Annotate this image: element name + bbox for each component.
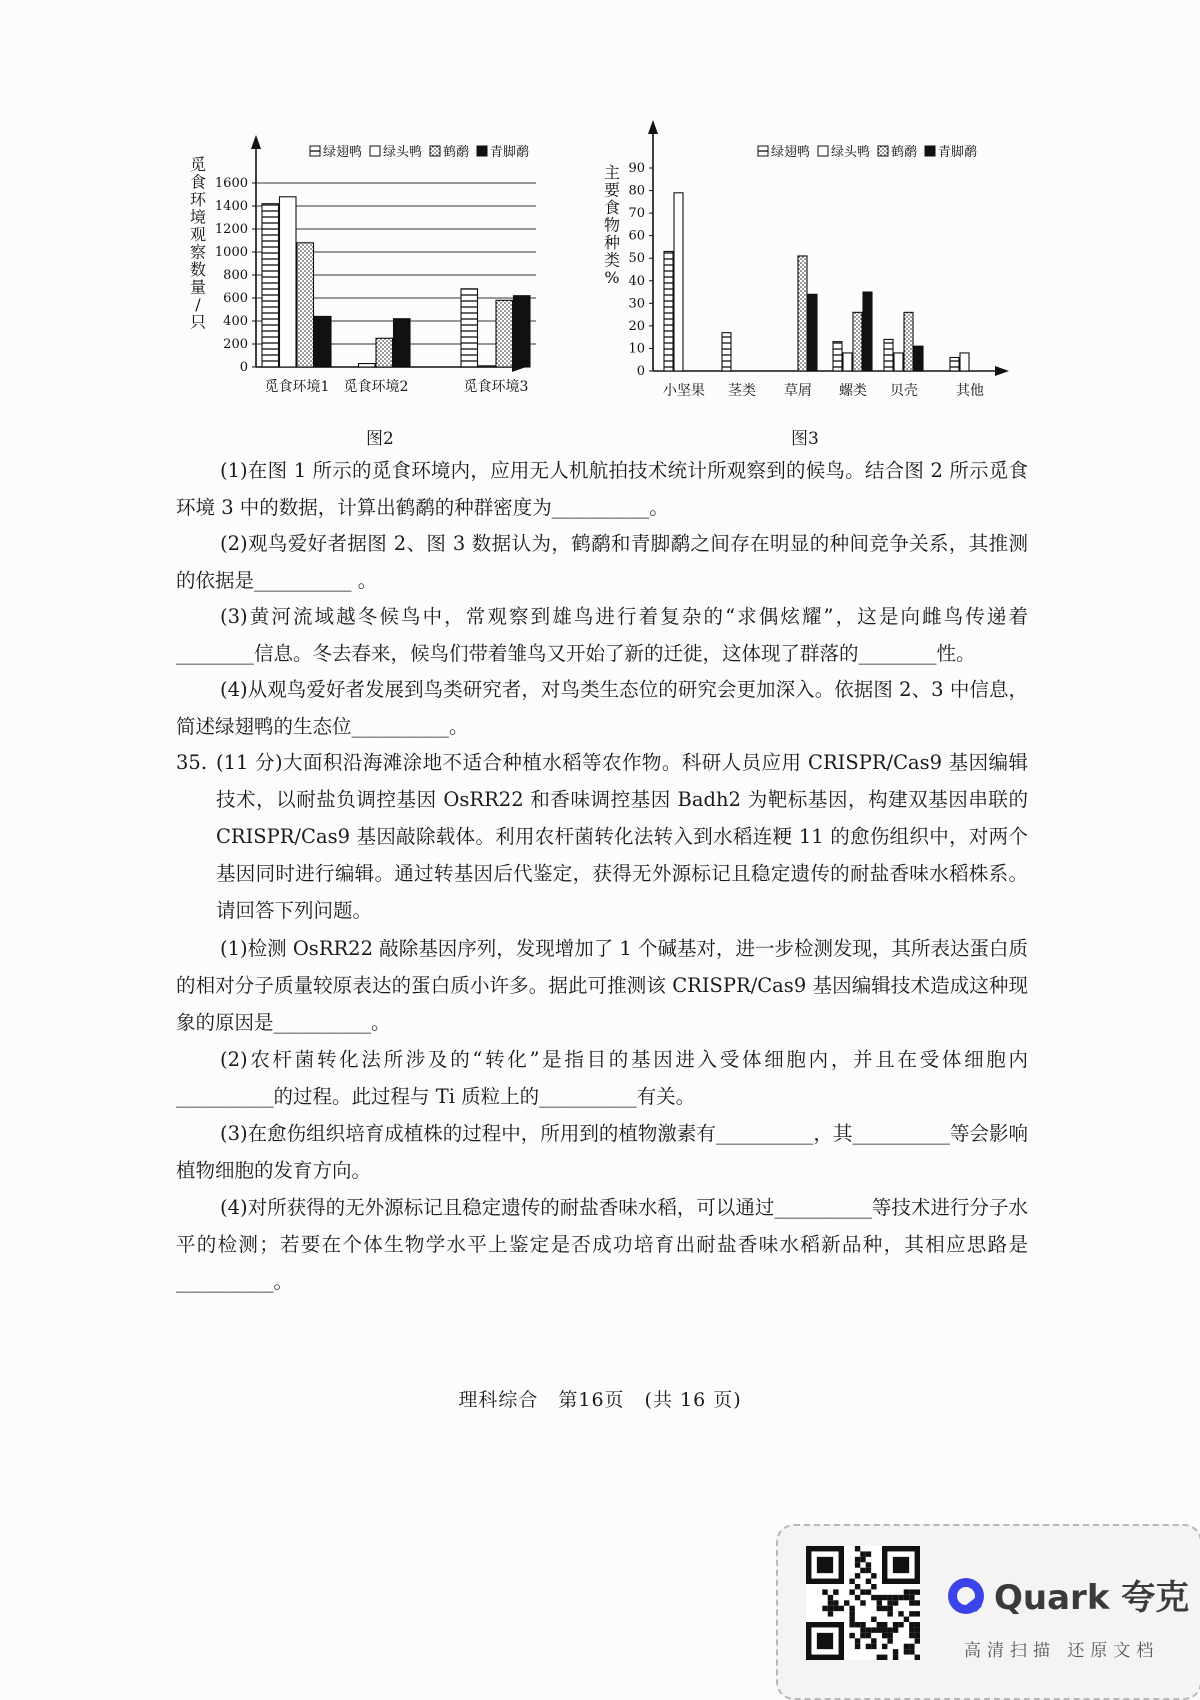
bar (376, 338, 393, 367)
bar (262, 204, 279, 367)
bar (960, 353, 969, 371)
x-tick-label: 其他 (956, 383, 984, 399)
legend-label: 绿头鸭 (831, 145, 871, 160)
legend-label: 鹤鹬 (443, 145, 470, 160)
bar (394, 319, 411, 367)
y-tick-label: 20 (628, 318, 645, 334)
y-axis-arrow (251, 135, 261, 149)
bar (280, 197, 297, 367)
legend-swatch (878, 146, 888, 156)
y-axis-label-char: 环 (189, 190, 207, 209)
bar (798, 256, 807, 371)
y-tick-label: 10 (628, 341, 645, 357)
quark-brand: Quark 夸克 (994, 1578, 1190, 1618)
y-tick-label: 600 (223, 291, 248, 306)
legend-label: 绿翅鸭 (771, 145, 811, 160)
x-tick-label: 觅食环境3 (463, 379, 529, 395)
bar (853, 312, 862, 371)
bar (479, 366, 496, 367)
y-tick-label: 60 (628, 228, 645, 244)
y-tick-label: 50 (628, 251, 645, 267)
y-axis-label-char: 类 (603, 250, 621, 270)
y-tick-label: 800 (223, 268, 248, 283)
legend-swatch (310, 146, 320, 156)
y-tick-label: 80 (628, 183, 645, 199)
y-tick-label: 1000 (214, 245, 248, 260)
bar (359, 364, 376, 367)
question-35-number: 35. (176, 751, 208, 774)
bar (297, 243, 314, 367)
x-tick-label: 茎类 (728, 383, 756, 399)
question-4: (4)从观鸟爱好者发展到鸟类研究者，对鸟类生态位的研究会更加深入。依据图 2、3 中信息，简述绿翅鸭的生态位__________。 (176, 678, 1028, 738)
bar (496, 300, 513, 367)
figure3-caption: 图3 (791, 429, 819, 449)
bar (863, 292, 872, 371)
figure2-caption: 图2 (366, 429, 394, 449)
question-35-sub-4: (4)对所获得的无外源标记且稳定遗传的耐盐香味水稻，可以通过__________等技术进行分子水平的检测；若要在个体生物学水平上鉴定是否成功培育出耐盐香味水稻新品种，其相应思路是__________。 (176, 1196, 1028, 1293)
y-tick-label: 70 (628, 206, 645, 222)
legend-label: 绿翅鸭 (323, 145, 363, 160)
quark-logo-icon (946, 1576, 986, 1616)
y-axis-label-char: 种 (603, 233, 621, 252)
legend-label: 鹤鹬 (891, 145, 918, 160)
qr-code-icon (806, 1546, 920, 1660)
legend-swatch (925, 146, 935, 156)
question-35-intro: (11 分)大面积沿海滩涂地不适合种植水稻等农作物。科研人员应用 CRISPR/Cas9 基因编辑技术，以耐盐负调控基因 OsRR22 和香味调控基因 Badh2 为靶标基因，构建双基因串联的 CRISPR/Cas9 基因敲除载体。利用农杆菌转化法转入到水稻连粳 11 的愈伤组织中，对两个基因同时进行编辑。通过转基因后代鉴定，获得无外源标记且稳定遗传的耐盐香味水稻株系。请回答下列问题。 (216, 751, 1028, 922)
x-axis-arrow (995, 366, 1009, 376)
bar (950, 357, 959, 371)
y-axis-label-char: 要 (603, 180, 621, 200)
bar (843, 353, 852, 371)
bar (808, 294, 817, 371)
question-35-sub-2: (2)农杆菌转化法所涉及的“转化”是指目的基因进入受体细胞内，并且在受体细胞内__________的过程。此过程与 Ti 质粒上的__________有关。 (176, 1048, 1028, 1108)
y-tick-label: 200 (223, 337, 248, 352)
figure3-chart (596, 118, 1016, 408)
y-tick-label: 0 (636, 364, 645, 379)
bar (914, 346, 923, 371)
bar (833, 342, 842, 371)
y-tick-label: 1200 (214, 222, 248, 237)
bar (461, 289, 478, 367)
y-axis-label-char: 物 (603, 215, 621, 235)
bar (884, 339, 893, 371)
quark-watermark (776, 1524, 1200, 1700)
y-tick-label: 1400 (214, 199, 248, 214)
question-2: (2)观鸟爱好者据图 2、图 3 数据认为，鹤鹬和青脚鹬之间存在明显的种间竞争关系，其推测的依据是__________ 。 (176, 532, 1028, 592)
y-axis-label-char: 食 (603, 198, 621, 217)
bar (894, 353, 903, 371)
question-1-text: (1) (220, 459, 248, 482)
bar (315, 316, 332, 367)
x-tick-label: 草屑 (784, 383, 812, 399)
question-35-sub-3: (3)在愈伤组织培育成植株的过程中，所用到的植物激素有__________，其__________等会影响植物细胞的发育方向。 (176, 1122, 1028, 1182)
legend-label: 青脚鹬 (938, 145, 978, 160)
bar (904, 312, 913, 371)
bar (674, 193, 683, 371)
legend-swatch (818, 146, 828, 156)
y-axis-label-char: 只 (189, 312, 207, 332)
y-axis-label-char: 量 (189, 277, 207, 297)
y-axis-arrow (648, 120, 658, 134)
y-tick-label: 30 (628, 296, 645, 312)
question-1: (1)在图 1 所示的觅食环境内，应用无人机航拍技术统计所观察到的候鸟。结合图 2 所示觅食环境 3 中的数据，计算出鹤鹬的种群密度为__________。 (176, 459, 1028, 519)
x-tick-label: 螺类 (839, 383, 867, 399)
legend-label: 绿头鸭 (383, 145, 423, 160)
y-axis-label-char: 数 (189, 260, 207, 279)
legend-swatch (758, 146, 768, 156)
y-tick-label: 90 (628, 161, 645, 176)
question-35 (176, 744, 1028, 929)
legend-swatch (430, 146, 440, 156)
quark-slogan: 高清扫描 还原文档 (964, 1641, 1160, 1661)
y-axis-label-char: 食 (189, 172, 207, 192)
y-axis-label-char: 境 (189, 207, 207, 227)
y-tick-label: 0 (239, 360, 248, 375)
bar (514, 296, 531, 367)
question-3: (3)黄河流域越冬候鸟中，常观察到雄鸟进行着复杂的“求偶炫耀”，这是向雌鸟传递着________信息。冬去春来，候鸟们带着雏鸟又开始了新的迁徙，这体现了群落的________性。 (176, 605, 1028, 665)
y-tick-label: 40 (628, 273, 645, 289)
x-tick-label: 小坚果 (663, 383, 705, 399)
x-tick-label: 觅食环境2 (343, 379, 409, 395)
y-axis-label-char: 观 (189, 225, 207, 244)
y-tick-label: 1600 (214, 176, 248, 191)
bar (722, 333, 731, 371)
x-tick-label: 觅食环境1 (264, 379, 330, 395)
legend-swatch (477, 146, 487, 156)
y-axis-label-char: / (195, 295, 201, 314)
y-axis-label-char: % (604, 268, 620, 287)
page-footer: 理科综合 第16页 (共 16 页) (458, 1389, 742, 1411)
x-tick-label: 贝壳 (890, 383, 918, 399)
legend-swatch (370, 146, 380, 156)
legend-label: 青脚鹬 (490, 145, 530, 160)
y-tick-label: 400 (223, 314, 248, 329)
question-35-sub-1: (1)检测 OsRR22 敲除基因序列，发现增加了 1 个碱基对，进一步检测发现，其所表达蛋白质的相对分子质量较原表达的蛋白质小许多。据此可推测该 CRISPR/Cas9 基因编辑技术造成这种现象的原因是__________。 (176, 937, 1028, 1034)
figure2-chart (180, 118, 580, 408)
y-axis-label-char: 主 (603, 163, 621, 182)
y-axis-label-char: 察 (189, 242, 207, 262)
y-axis-label-char: 觅 (189, 155, 207, 174)
bar (664, 251, 673, 371)
